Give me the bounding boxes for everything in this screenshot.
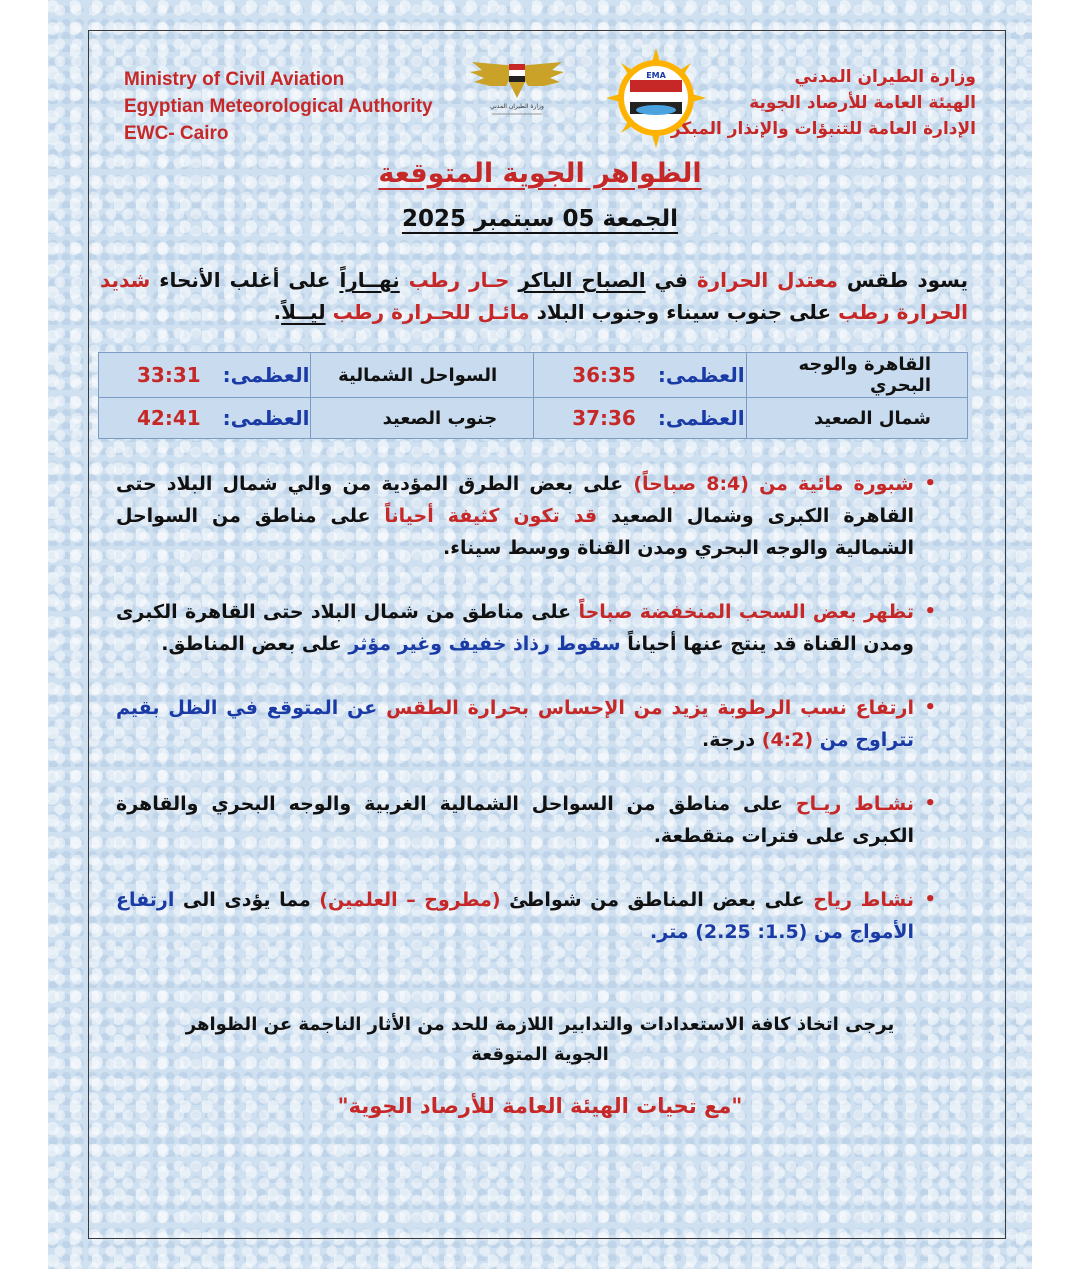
bullet-text: على مناطق من شمال البلاد حتى القاهرة الكبرى ومدن القناة قد ينتج عنها أحياناً [116, 601, 914, 655]
intro-part [400, 268, 409, 292]
max-label: العظمى: [222, 363, 310, 387]
table-row [99, 398, 968, 439]
intro-part [326, 300, 333, 324]
department-ar: الإدارة العامة للتنبؤات والإنذار المبكر [670, 119, 976, 139]
intro-part: مائـل للحـرارة رطب [332, 300, 530, 324]
region-name: جنوب الصعيد [311, 398, 534, 439]
bullet-text: قد تكون كثيفة أحياناً [384, 505, 598, 527]
bullet-text: شبورة مائية من (8:4 صباحاً) [633, 473, 914, 495]
intro-part: حـار رطب [408, 268, 510, 292]
bullet-text: على مناطق من السواحل الشمالية والوجه البحري ومدن القناة ووسط سيناء. [116, 505, 914, 559]
bullet-text: ارتفاع نسب الرطوبة يزيد من الإحساس بحرارة الطقس [386, 697, 914, 719]
bullet-dot: • [924, 473, 936, 494]
list-item [116, 884, 936, 948]
bullet-text: على بعض المناطق من شواطئ [500, 889, 814, 911]
bullet-text: على بعض الطرق المؤدية من والي شمال البلاد حتى القاهرة الكبرى وشمال الصعيد [116, 473, 914, 527]
max-temp-value: 36:35 [572, 363, 636, 387]
english-header [124, 66, 484, 147]
intro-part: في [645, 268, 697, 292]
bullet-dot: • [924, 889, 936, 910]
region-name: القاهرة والوجه البحري [746, 353, 967, 398]
greeting-line: "مع تحيات الهيئة العامة للأرصاد الجوية" [337, 1094, 743, 1118]
bullet-text: (4:2) [761, 729, 814, 751]
max-temp-value: 42:41 [137, 406, 201, 430]
bulletin-title-text: الظواهر الجوية المتوقعة [378, 158, 702, 189]
region-name: السواحل الشمالية [311, 353, 534, 398]
ema-logo-text: EMA [646, 71, 666, 80]
region-name: شمال الصعيد [746, 398, 967, 439]
intro-part: على أغلب الأنحاء [150, 268, 340, 292]
bullet-text: ارتفاع الأمواج من (1.5: 2.25) متر. [116, 889, 914, 943]
bulletin-date-text: الجمعة 05 سبتمبر 2025 [401, 206, 679, 232]
max-label: العظمى: [222, 406, 310, 430]
intro-part: معتدل الحرارة [696, 268, 838, 292]
intro-part: . [273, 300, 282, 324]
bullet-text: سقوط رذاذ خفيف وغير مؤثر [348, 633, 621, 655]
temperature-table [98, 352, 968, 439]
phenomena-list [116, 468, 936, 948]
max-label: العظمى: [657, 363, 745, 387]
eagle-logo-caption: وزارة الطيران المدني [490, 103, 544, 110]
max-temp-value: 33:31 [137, 363, 201, 387]
bullet-dot: • [924, 697, 936, 718]
intro-part: نهــاراً [339, 268, 400, 292]
intro-part: ليــلاً [281, 300, 326, 324]
intro-part: على جنوب سيناء وجنوب البلاد [529, 300, 839, 324]
center-en: EWC- Cairo [124, 123, 229, 144]
bullet-text: عن المتوقع في الظل بقيم تتراوح من [116, 697, 914, 751]
bullet-text: على مناطق من السواحل الشمالية الغربية والوجه البحري والقاهرة الكبرى على فترات متقطعة. [116, 793, 914, 847]
bullet-text: (مطروح – العلمين) [319, 889, 501, 911]
intro-part: يسود طقس [837, 268, 968, 292]
bullet-text: على بعض المناطق. [161, 633, 349, 655]
max-temp-value: 37:36 [572, 406, 636, 430]
list-item [116, 596, 936, 660]
civil-aviation-eagle-logo [462, 56, 572, 120]
arabic-header [616, 64, 976, 142]
max-temp-cell [99, 398, 311, 439]
intro-part: الصباح الباكر [518, 268, 646, 292]
bullet-text: نشـاط ريـاح [795, 793, 914, 815]
bullet-text: تظهر بعض السحب المنخفضة صباحاً [578, 601, 914, 623]
closing-note: يرجى اتخاذ كافة الاستعدادات والتدابير اللازمة للحد من الأثار الناجمة عن الظواهر الجوية المتوقعة [185, 1014, 895, 1065]
max-temp-cell [99, 353, 311, 398]
intro-part: شديد الحرارة رطب [100, 268, 968, 324]
authority-ar: الهيئة العامة للأرصاد الجوية [749, 93, 976, 113]
list-item [116, 468, 936, 564]
list-item [116, 692, 936, 756]
max-label: العظمى: [657, 406, 745, 430]
authority-en: Egyptian Meteorological Authority [124, 96, 433, 117]
bullet-text: نشاط رياح [813, 889, 914, 911]
table-row [99, 353, 968, 398]
intro-paragraph [100, 264, 968, 328]
bullet-dot: • [924, 601, 936, 622]
max-temp-cell [534, 398, 746, 439]
bulletin-date [300, 206, 780, 232]
list-item [116, 788, 936, 852]
bullet-text: مما يؤدى الى [174, 889, 320, 911]
ministry-ar: وزارة الطيران المدني [794, 67, 976, 87]
bulletin-title [300, 158, 780, 189]
ministry-en: Ministry of Civil Aviation [124, 69, 345, 90]
max-temp-cell [534, 353, 746, 398]
bullet-dot: • [924, 793, 936, 814]
bullet-text: درجة. [702, 729, 762, 751]
